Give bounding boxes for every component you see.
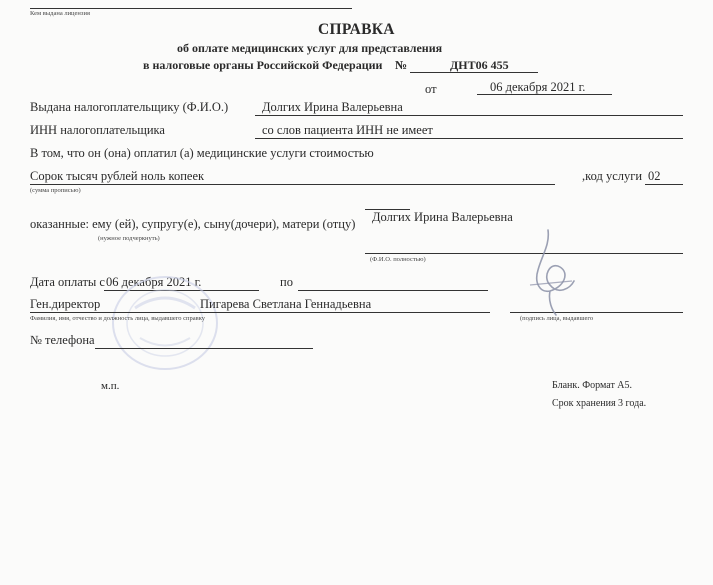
stamp-seal [105, 268, 225, 378]
date-from-label: от [425, 82, 437, 96]
rendered-caption: (нужное подчеркнуть) [98, 235, 160, 242]
certificate-date: 06 декабря 2021 г. [490, 80, 586, 94]
subtitle-line1: об оплате медицинских услуг для представления [177, 41, 443, 55]
amount-words: Сорок тысяч рублей ноль копеек [30, 169, 205, 183]
form-format: Бланк. Формат А5. [552, 380, 633, 391]
payment-date-from: 06 декабря 2021 г. [106, 275, 202, 289]
inn-line [255, 138, 683, 139]
issuer-caption: Кем выдана лицензия [30, 10, 90, 17]
patient-name: Долгих Ирина Валерьевна [372, 210, 513, 224]
signer-position: Ген.директор [30, 297, 101, 311]
handwritten-signature [520, 225, 590, 320]
payment-date-to-line [298, 290, 488, 291]
issuer-line [30, 8, 352, 9]
inn-value: со слов пациента ИНН не имеет [262, 123, 433, 137]
stamp-place: м.п. [101, 380, 120, 392]
number-line [410, 72, 538, 73]
issued-to-value: Долгих Ирина Валерьевна [262, 100, 403, 114]
subtitle-line2: в налоговые органы Российской Федерации [143, 58, 383, 72]
signer-line [30, 312, 490, 313]
issued-to-label: Выдана налогоплательщику (Ф.И.О.) [30, 100, 229, 114]
amount-caption: (сумма прописью) [30, 187, 81, 194]
signer-name: Пигарева Светлана Геннадьевна [200, 297, 372, 311]
date-line [477, 94, 612, 95]
amount-line [30, 184, 555, 185]
number-sign: № [395, 58, 408, 72]
certificate-number: ДНТ06 455 [450, 58, 509, 72]
service-code-line [645, 184, 683, 185]
phone-line [95, 348, 313, 349]
inn-label: ИНН налогоплательщика [30, 123, 165, 137]
paid-statement: В том, что он (она) оплатил (а) медицинские услуги стоимостью [30, 146, 374, 160]
storage-period: Срок хранения 3 года. [552, 398, 647, 409]
issued-to-line [255, 115, 683, 116]
payment-date-label: Дата оплаты с [30, 275, 105, 289]
phone-label: № телефона [30, 333, 95, 347]
service-code-label: ,код услуги [582, 169, 643, 183]
patient-caption: (Ф.И.О. полностью) [370, 256, 426, 263]
rendered-label: оказанные: ему (ей), супругу(е), сыну(дочери), матери (отцу) [30, 217, 356, 231]
signature-caption: (подпись лица, выдавшего [520, 315, 594, 322]
payment-date-to-label: по [280, 275, 293, 289]
signer-caption: Фамилия, имя, отчество и должность лица, выдавшего справку [30, 315, 206, 322]
service-code-value: 02 [648, 169, 661, 183]
document-title: СПРАВКА [318, 21, 395, 38]
